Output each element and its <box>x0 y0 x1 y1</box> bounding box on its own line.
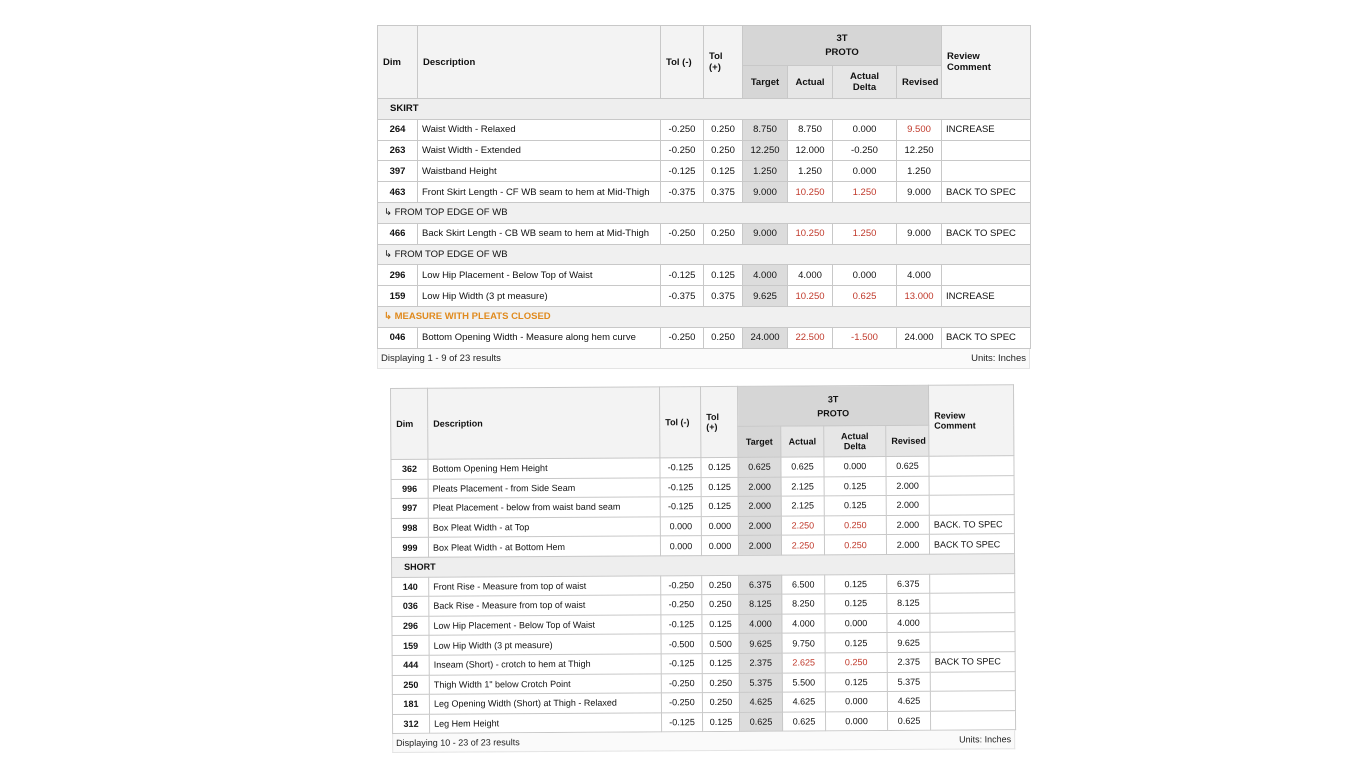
review-comment-cell: BACK TO SPEC <box>929 534 1014 554</box>
tol-plus-cell: 0.250 <box>702 692 739 712</box>
review-comment-cell: BACK TO SPEC <box>942 223 1031 244</box>
description-cell: Thigh Width 1" below Crotch Point <box>429 673 661 694</box>
table-footer-1 <box>377 349 1030 369</box>
description-cell: Inseam (Short) - crotch to hem at Thigh <box>429 654 661 675</box>
dim-cell: 463 <box>378 182 418 203</box>
description-cell: Bottom Opening Width - Measure along hem curve <box>418 327 661 348</box>
dim-cell: 264 <box>378 119 418 140</box>
revised-cell: 6.375 <box>887 574 930 594</box>
review-comment-cell: BACK. TO SPEC <box>929 514 1014 534</box>
description-cell: Pleats Placement - from Side Seam <box>428 477 660 498</box>
actual-cell: 5.500 <box>782 672 825 692</box>
tol-minus-cell: -0.250 <box>661 140 704 161</box>
target-cell: 6.375 <box>739 575 782 595</box>
tol-minus-cell: -0.125 <box>660 477 701 497</box>
header-revised: Revised <box>886 425 929 456</box>
actual-cell: 2.125 <box>781 476 824 496</box>
results-count: Displaying 1 - 9 of 23 results <box>381 352 501 364</box>
actual-cell: 0.625 <box>782 712 825 732</box>
revised-cell: 2.000 <box>886 476 929 496</box>
dim-cell: 159 <box>378 286 418 307</box>
review-comment-cell <box>930 671 1015 691</box>
actual-delta-cell: 0.000 <box>825 613 887 633</box>
tol-plus-cell: 0.250 <box>702 673 739 693</box>
tol-minus-cell: -0.125 <box>661 265 704 286</box>
tol-plus-cell: 0.250 <box>702 595 739 615</box>
table-row[interactable] <box>378 161 1031 182</box>
review-comment-cell <box>929 475 1014 495</box>
revised-cell: 1.250 <box>897 161 942 182</box>
spec-sheet-panel-2 <box>390 384 1015 753</box>
tol-minus-cell: -0.250 <box>661 673 702 693</box>
header-tol-minus: Tol (-) <box>661 26 704 99</box>
review-comment-cell <box>929 495 1014 515</box>
review-comment-cell: BACK TO SPEC <box>942 327 1031 348</box>
actual-cell: 10.250 <box>788 223 833 244</box>
dim-cell: 999 <box>391 538 428 558</box>
target-cell: 9.625 <box>739 633 782 653</box>
revised-cell: 2.000 <box>886 495 929 515</box>
revised-cell: 13.000 <box>897 286 942 307</box>
tol-minus-cell: -0.250 <box>661 595 702 615</box>
header-description: Description <box>428 387 660 459</box>
tol-plus-cell: 0.000 <box>701 536 738 556</box>
actual-cell: 10.250 <box>788 286 833 307</box>
header-revised: Revised <box>897 66 942 99</box>
target-cell: 12.250 <box>743 140 788 161</box>
actual-delta-cell: 0.000 <box>825 711 887 731</box>
actual-delta-cell: 0.250 <box>824 535 886 555</box>
tol-plus-cell: 0.250 <box>704 223 743 244</box>
target-cell: 9.625 <box>743 286 788 307</box>
target-cell: 9.000 <box>743 223 788 244</box>
tol-plus-cell: 0.500 <box>702 634 739 654</box>
target-cell: 24.000 <box>743 327 788 348</box>
actual-cell: 8.750 <box>788 119 833 140</box>
review-comment-cell <box>942 161 1031 182</box>
actual-cell: 2.625 <box>782 653 825 673</box>
section-label: SHORT <box>392 554 1015 577</box>
dim-cell: 296 <box>392 616 429 636</box>
header-size: 3T <box>836 33 848 44</box>
header-stage: PROTO <box>825 47 859 58</box>
actual-delta-cell: 0.125 <box>825 633 887 653</box>
table-row[interactable] <box>378 140 1031 161</box>
tol-plus-cell: 0.125 <box>702 614 739 634</box>
tol-plus-cell: 0.125 <box>701 497 738 517</box>
description-cell: Waist Width - Extended <box>418 140 661 161</box>
revised-cell: 2.000 <box>886 515 929 535</box>
tol-plus-cell: 0.375 <box>704 182 743 203</box>
header-description: Description <box>418 26 661 99</box>
header-actual: Actual <box>788 66 833 99</box>
review-comment-cell: INCREASE <box>942 119 1031 140</box>
table-row[interactable] <box>378 286 1031 307</box>
spec-table-2 <box>390 384 1016 734</box>
actual-cell: 10.250 <box>788 182 833 203</box>
revised-cell: 5.375 <box>887 672 930 692</box>
actual-delta-cell: 1.250 <box>833 223 897 244</box>
target-cell: 1.250 <box>743 161 788 182</box>
description-cell: Back Skirt Length - CB WB seam to hem at Mid-Thigh <box>418 223 661 244</box>
actual-delta-cell: 0.000 <box>833 265 897 286</box>
note-row <box>378 244 1031 265</box>
tol-minus-cell: -0.125 <box>661 654 702 674</box>
actual-delta-cell: 1.250 <box>833 182 897 203</box>
actual-cell: 9.750 <box>782 633 825 653</box>
table-row[interactable] <box>378 119 1031 140</box>
revised-cell: 4.000 <box>887 613 930 633</box>
description-cell: Waistband Height <box>418 161 661 182</box>
note-row <box>378 306 1031 327</box>
table-row[interactable] <box>378 223 1031 244</box>
dim-cell: 036 <box>392 596 429 616</box>
tol-plus-cell: 0.125 <box>701 457 738 477</box>
dim-cell: 997 <box>391 498 428 518</box>
measurement-note: ↳ FROM TOP EDGE OF WB <box>378 202 1031 223</box>
tol-plus-cell: 0.250 <box>704 119 743 140</box>
dim-cell: 263 <box>378 140 418 161</box>
description-cell: Low Hip Placement - Below Top of Waist <box>429 615 661 636</box>
header-tol-plus: Tol (+) <box>700 386 737 457</box>
review-comment-cell <box>942 265 1031 286</box>
tol-minus-cell: -0.250 <box>661 575 702 595</box>
actual-delta-cell: 0.125 <box>825 574 887 594</box>
actual-delta-cell: 0.250 <box>825 652 887 672</box>
tol-minus-cell: -0.500 <box>661 634 702 654</box>
actual-cell: 2.250 <box>781 516 824 536</box>
description-cell: Leg Opening Width (Short) at Thigh - Relaxed <box>429 693 661 714</box>
actual-cell: 4.625 <box>782 692 825 712</box>
tol-minus-cell: -0.125 <box>661 712 702 732</box>
tol-plus-cell: 0.250 <box>702 575 739 595</box>
actual-cell: 4.000 <box>788 265 833 286</box>
dim-cell: 444 <box>392 655 429 675</box>
review-comment-cell: BACK TO SPEC <box>930 652 1015 672</box>
description-cell: Bottom Opening Hem Height <box>428 458 660 479</box>
target-cell: 2.375 <box>739 653 782 673</box>
target-cell: 4.000 <box>739 614 782 634</box>
tol-minus-cell: 0.000 <box>660 536 701 556</box>
dim-cell: 397 <box>378 161 418 182</box>
target-cell: 2.000 <box>738 477 781 497</box>
note-row <box>378 202 1031 223</box>
actual-delta-cell: 0.125 <box>825 672 887 692</box>
actual-cell: 8.250 <box>782 594 825 614</box>
actual-delta-cell: 0.250 <box>824 515 886 535</box>
tol-minus-cell: -0.250 <box>661 223 704 244</box>
target-cell: 2.000 <box>738 516 781 536</box>
tol-minus-cell: -0.250 <box>661 119 704 140</box>
actual-delta-cell: -1.500 <box>833 327 897 348</box>
header-actual-delta: Actual Delta <box>824 425 886 456</box>
table-body-2 <box>391 456 1016 734</box>
table-row[interactable] <box>378 182 1031 203</box>
target-cell: 8.750 <box>743 119 788 140</box>
dim-cell: 046 <box>378 327 418 348</box>
actual-delta-cell: 0.125 <box>825 594 887 614</box>
header-dim: Dim <box>391 388 428 459</box>
header-size-stage <box>743 26 942 66</box>
actual-delta-cell: 0.625 <box>833 286 897 307</box>
tol-plus-cell: 0.250 <box>704 140 743 161</box>
dim-cell: 159 <box>392 636 429 656</box>
table-row[interactable] <box>378 265 1031 286</box>
review-comment-cell <box>942 140 1031 161</box>
actual-delta-cell: 0.125 <box>824 496 886 516</box>
description-cell: Front Skirt Length - CF WB seam to hem at Mid-Thigh <box>418 182 661 203</box>
tol-plus-cell: 0.125 <box>702 653 739 673</box>
revised-cell: 9.000 <box>897 182 942 203</box>
actual-cell: 6.500 <box>782 574 825 594</box>
description-cell: Low Hip Width (3 pt measure) <box>429 634 661 655</box>
description-cell: Waist Width - Relaxed <box>418 119 661 140</box>
actual-delta-cell: 0.000 <box>824 456 886 476</box>
tol-plus-cell: 0.375 <box>704 286 743 307</box>
tol-plus-cell: 0.125 <box>704 265 743 286</box>
description-cell: Box Pleat Width - at Bottom Hem <box>428 536 660 557</box>
target-cell: 0.625 <box>739 712 782 732</box>
table-row[interactable] <box>378 327 1031 348</box>
header-actual: Actual <box>781 426 824 457</box>
target-cell: 8.125 <box>739 594 782 614</box>
tol-minus-cell: 0.000 <box>660 516 701 536</box>
table-footer-2 <box>392 731 1015 754</box>
results-count: Displaying 10 - 23 of 23 results <box>396 737 520 749</box>
actual-delta-cell: 0.000 <box>825 692 887 712</box>
section-label: SKIRT <box>378 99 1031 120</box>
dim-cell: 996 <box>391 479 428 499</box>
target-cell: 4.000 <box>743 265 788 286</box>
actual-cell: 12.000 <box>788 140 833 161</box>
header-size: 3T <box>827 394 839 405</box>
target-cell: 4.625 <box>739 692 782 712</box>
measurement-note: ↳ MEASURE WITH PLEATS CLOSED <box>378 306 1031 327</box>
revised-cell: 9.625 <box>887 633 930 653</box>
review-comment-cell <box>930 632 1015 652</box>
review-comment-cell <box>930 691 1015 711</box>
review-comment-cell <box>931 710 1016 730</box>
dim-cell: 296 <box>378 265 418 286</box>
target-cell: 0.625 <box>738 457 781 477</box>
tol-plus-cell: 0.250 <box>704 327 743 348</box>
tol-minus-cell: -0.375 <box>661 286 704 307</box>
target-cell: 2.000 <box>738 496 781 516</box>
description-cell: Box Pleat Width - at Top <box>428 517 660 538</box>
actual-cell: 4.000 <box>782 614 825 634</box>
target-cell: 9.000 <box>743 182 788 203</box>
header-tol-plus: Tol (+) <box>704 26 743 99</box>
review-comment-cell <box>930 612 1015 632</box>
revised-cell: 24.000 <box>897 327 942 348</box>
target-cell: 2.000 <box>738 535 781 555</box>
tol-minus-cell: -0.125 <box>660 458 701 478</box>
header-stage: PROTO <box>817 408 850 419</box>
revised-cell: 0.625 <box>886 456 929 476</box>
tol-minus-cell: -0.250 <box>661 693 702 713</box>
revised-cell: 0.625 <box>887 711 930 731</box>
actual-cell: 22.500 <box>788 327 833 348</box>
spec-sheet-panel-1 <box>377 25 1030 369</box>
dim-cell: 140 <box>392 577 429 597</box>
description-cell: Back Rise - Measure from top of waist <box>429 595 661 616</box>
review-comment-cell <box>930 573 1015 593</box>
dim-cell: 998 <box>391 518 428 538</box>
revised-cell: 2.375 <box>887 652 930 672</box>
review-comment-cell <box>930 593 1015 613</box>
revised-cell: 4.000 <box>897 265 942 286</box>
revised-cell: 4.625 <box>887 691 930 711</box>
actual-delta-cell: 0.125 <box>824 476 886 496</box>
table-body-1 <box>378 99 1031 349</box>
tol-plus-cell: 0.125 <box>702 712 739 732</box>
review-comment-cell: BACK TO SPEC <box>942 182 1031 203</box>
actual-cell: 2.250 <box>781 535 824 555</box>
dim-cell: 466 <box>378 223 418 244</box>
dim-cell: 250 <box>392 675 429 695</box>
tol-minus-cell: -0.125 <box>661 161 704 182</box>
review-comment-cell: INCREASE <box>942 286 1031 307</box>
target-cell: 5.375 <box>739 673 782 693</box>
revised-cell: 9.500 <box>897 119 942 140</box>
section-row <box>378 99 1031 120</box>
header-tol-minus: Tol (-) <box>659 387 700 458</box>
units-label: Units: Inches <box>971 352 1026 364</box>
header-review-comment: Review Comment <box>942 26 1031 99</box>
spec-table-1 <box>377 25 1031 349</box>
measurement-note: ↳ FROM TOP EDGE OF WB <box>378 244 1031 265</box>
tol-plus-cell: 0.000 <box>701 516 738 536</box>
review-comment-cell <box>929 456 1014 476</box>
description-cell: Pleat Placement - below from waist band seam <box>428 497 660 518</box>
revised-cell: 9.000 <box>897 223 942 244</box>
actual-delta-cell: -0.250 <box>833 140 897 161</box>
tol-minus-cell: -0.125 <box>661 614 702 634</box>
actual-cell: 0.625 <box>781 457 824 477</box>
actual-cell: 2.125 <box>781 496 824 516</box>
description-cell: Front Rise - Measure from top of waist <box>429 575 661 596</box>
header-actual-delta: Actual Delta <box>833 66 897 99</box>
description-cell: Leg Hem Height <box>429 713 661 734</box>
description-cell: Low Hip Width (3 pt measure) <box>418 286 661 307</box>
tol-minus-cell: -0.375 <box>661 182 704 203</box>
description-cell: Low Hip Placement - Below Top of Waist <box>418 265 661 286</box>
revised-cell: 2.000 <box>886 535 929 555</box>
tol-plus-cell: 0.125 <box>701 477 738 497</box>
header-review-comment: Review Comment <box>929 385 1014 457</box>
dim-cell: 362 <box>391 459 428 479</box>
actual-delta-cell: 0.000 <box>833 119 897 140</box>
header-target: Target <box>738 426 781 457</box>
units-label: Units: Inches <box>959 734 1012 745</box>
revised-cell: 12.250 <box>897 140 942 161</box>
header-target: Target <box>743 66 788 99</box>
dim-cell: 312 <box>392 714 429 734</box>
header-dim: Dim <box>378 26 418 99</box>
actual-cell: 1.250 <box>788 161 833 182</box>
header-size-stage <box>737 385 928 426</box>
actual-delta-cell: 0.000 <box>833 161 897 182</box>
dim-cell: 181 <box>392 694 429 714</box>
tol-minus-cell: -0.250 <box>661 327 704 348</box>
tol-plus-cell: 0.125 <box>704 161 743 182</box>
tol-minus-cell: -0.125 <box>660 497 701 517</box>
revised-cell: 8.125 <box>887 593 930 613</box>
